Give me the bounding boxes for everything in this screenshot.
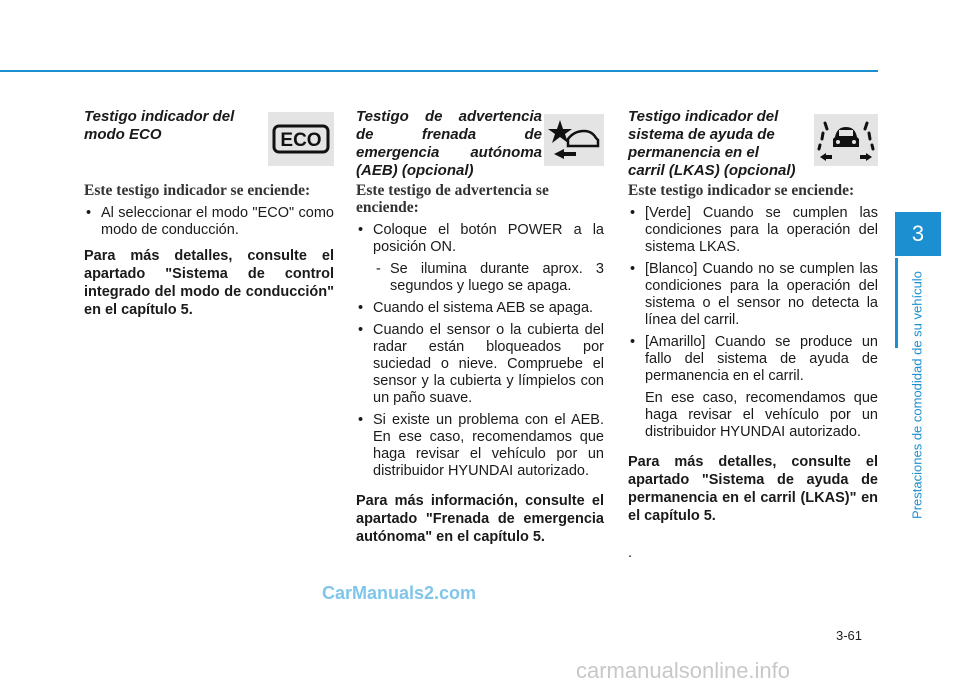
aeb-note: Para más información, consulte el apartado "Frenada de emergencia autónoma" en el capítulo 5. (356, 493, 604, 545)
aeb-bullet-4: • Si existe un problema con el AEB. En ese caso, recomendamos que haga revisar el vehículo por un distribuidor HYUNDAI autorizado. (356, 412, 604, 480)
lkas-section (628, 108, 878, 562)
eco-note: Para más detalles, consulte el apartado "Sistema de control integrado del modo de conducción" en el capítulo 5. (84, 248, 334, 318)
chapter-tab: 3 (895, 212, 941, 256)
lkas-bullet-3-extra: En ese caso, recomendamos que haga revisar el vehículo por un distribuidor HYUNDAI autorizado. (645, 390, 878, 440)
aeb-subitem-1: - Se ilumina durante aprox. 3 segundos y luego se apaga. (376, 261, 604, 294)
chapter-side-title: Prestaciones de comodidad de su vehículo (909, 271, 925, 519)
eco-subhead: Este testigo indicador se enciende: (84, 182, 311, 199)
eco-icon-text: ECO (280, 130, 322, 151)
eco-bullet: • Al seleccionar el modo "ECO" como modo de conducción. (84, 205, 334, 239)
aeb-bullet-1: • Coloque el botón POWER a la posición ON. (356, 222, 604, 256)
lkas-icon-graphic (817, 117, 875, 163)
lkas-header (628, 108, 878, 180)
lkas-bullet-1: • [Verde] Cuando se cumplen las condiciones para la operación del sistema LKAS. (628, 205, 878, 256)
aeb-title: Testigo de advertencia de frenada de emergencia autónoma (AEB) (opcional) (356, 108, 542, 179)
lkas-title: Testigo indicador del sistema de ayuda de permanencia en el carril (LKAS) (opcional) (628, 108, 796, 179)
aeb-bullet-3: • Cuando el sensor o la cubierta del radar están bloqueados por suciedad o nieve. Compruebe el sensor y la cubierta y límpielos con un paño suave. (356, 322, 604, 407)
top-rule (0, 70, 878, 72)
aeb-header (356, 108, 604, 180)
lkas-indicator-icon (814, 114, 878, 166)
eco-header (84, 108, 334, 168)
trailing-period: . (628, 545, 633, 561)
eco-title: Testigo indicador del modo ECO (84, 108, 235, 143)
eco-section (84, 108, 334, 319)
side-rule (895, 258, 898, 348)
aeb-warning-icon (544, 114, 604, 166)
eco-icon-graphic (272, 124, 330, 154)
eco-mode-icon (268, 112, 334, 166)
watermark-bottom: carmanualsonline.info (576, 658, 791, 683)
watermark-top: CarManuals2.com (322, 583, 477, 603)
aeb-section (356, 108, 604, 546)
page-number: 3-61 (836, 628, 863, 643)
lkas-bullet-3: • [Amarillo] Cuando se produce un fallo del sistema de ayuda de permanencia en el carril. (628, 334, 878, 385)
aeb-subhead: Este testigo de advertencia se enciende: (356, 182, 549, 216)
lkas-bullet-2: • [Blanco] Cuando no se cumplen las condiciones para la operación del sistema o el sensor no detecta la línea del carril. (628, 261, 878, 329)
aeb-icon-graphic (548, 118, 600, 162)
lkas-subhead: Este testigo indicador se enciende: (628, 182, 855, 199)
lkas-note: Para más detalles, consulte el apartado "Sistema de ayuda de permanencia en el carril (LKAS)" en el capítulo 5. (628, 454, 878, 524)
aeb-bullet-2: • Cuando el sistema AEB se apaga. (356, 300, 604, 317)
